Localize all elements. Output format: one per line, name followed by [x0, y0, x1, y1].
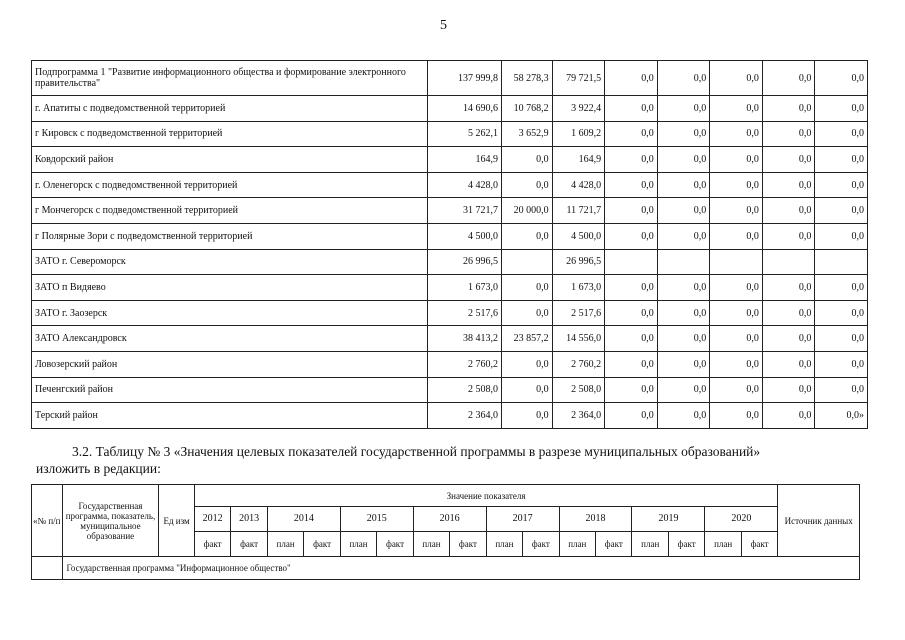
year-header: 2017 [486, 507, 559, 532]
value-cell: 31 721,7 [428, 198, 502, 224]
value-cell: 0,0 [762, 403, 815, 429]
value-cell: 0,0 [657, 351, 710, 377]
value-cell: 0,0 [762, 223, 815, 249]
table-row [32, 61, 868, 96]
value-cell: 14 556,0 [552, 326, 605, 352]
value-cell: 2 760,2 [428, 351, 502, 377]
table-row [32, 351, 868, 377]
value-cell: 0,0 [762, 147, 815, 173]
value-cell: 0,0 [762, 96, 815, 122]
value-cell: 164,9 [552, 147, 605, 173]
value-cell: 0,0 [710, 223, 763, 249]
value-cell: 26 996,5 [428, 249, 502, 275]
row-label: Печенгский район [32, 377, 428, 403]
value-cell: 2 517,6 [552, 300, 605, 326]
table-row [32, 275, 868, 301]
paragraph-line-2: изложить в редакции: [36, 461, 161, 476]
value-cell: 20 000,0 [502, 198, 553, 224]
value-cell: 0,0 [710, 147, 763, 173]
value-cell: 0,0 [502, 275, 553, 301]
value-cell: 2 760,2 [552, 351, 605, 377]
value-cell: 0,0 [657, 403, 710, 429]
value-cell: 0,0 [502, 223, 553, 249]
table-row [32, 300, 868, 326]
value-cell: 3 652,9 [502, 121, 553, 147]
value-cell: 2 364,0 [552, 403, 605, 429]
value-cell: 11 721,7 [552, 198, 605, 224]
row-label: г. Апатиты с подведомственной территорией [32, 96, 428, 122]
subheader-cell: план [340, 532, 376, 557]
value-cell: 0,0 [815, 377, 868, 403]
table-row [32, 96, 868, 122]
value-cell: 0,0 [605, 223, 658, 249]
value-cell [710, 249, 763, 275]
value-cell: 0,0 [605, 300, 658, 326]
value-cell: 0,0 [815, 351, 868, 377]
subheader-cell: факт [741, 532, 777, 557]
value-cell: 0,0 [657, 121, 710, 147]
value-cell: 0,0 [762, 121, 815, 147]
value-cell: 38 413,2 [428, 326, 502, 352]
subheader-cell: факт [304, 532, 340, 557]
value-cell: 0,0 [710, 61, 763, 96]
value-cell: 0,0 [605, 198, 658, 224]
row-label: ЗАТО Александровск [32, 326, 428, 352]
year-header: 2015 [340, 507, 413, 532]
subheader-cell: факт [523, 532, 559, 557]
value-cell: 0,0 [605, 96, 658, 122]
row-label: Ковдорский район [32, 147, 428, 173]
value-cell: 0,0 [710, 121, 763, 147]
subheader-cell: план [632, 532, 668, 557]
value-cell: 0,0» [815, 403, 868, 429]
year-header: 2016 [413, 507, 486, 532]
value-cell: 0,0 [657, 326, 710, 352]
value-cell: 0,0 [762, 351, 815, 377]
funding-table [31, 60, 868, 429]
value-cell: 0,0 [815, 96, 868, 122]
subheader-cell: факт [450, 532, 486, 557]
value-cell: 0,0 [815, 121, 868, 147]
value-cell: 0,0 [710, 172, 763, 198]
value-cell: 0,0 [762, 275, 815, 301]
table-row [32, 403, 868, 429]
program-row-label: Государственная программа "Информационное общество" [62, 557, 860, 580]
row-label: г Полярные Зори с подведомственной территорией [32, 223, 428, 249]
value-cell [502, 249, 553, 275]
value-cell: 1 609,2 [552, 121, 605, 147]
value-cell: 0,0 [605, 351, 658, 377]
value-cell: 0,0 [605, 403, 658, 429]
value-cell: 10 768,2 [502, 96, 553, 122]
table-row [32, 249, 868, 275]
value-cell: 4 428,0 [428, 172, 502, 198]
value-cell: 0,0 [762, 198, 815, 224]
value-cell: 0,0 [605, 275, 658, 301]
value-cell: 164,9 [428, 147, 502, 173]
row-label: Терский район [32, 403, 428, 429]
paragraph-line-1: 3.2. Таблицу № 3 «Значения целевых показателей государственной программы в разрезе муниципальных образований» [72, 444, 761, 459]
value-cell: 0,0 [605, 326, 658, 352]
table-row [32, 172, 868, 198]
row-label: г Кировск с подведомственной территорией [32, 121, 428, 147]
value-cell: 0,0 [710, 403, 763, 429]
subheader-cell: факт [231, 532, 268, 557]
row-label: г Мончегорск с подведомственной территорией [32, 198, 428, 224]
value-cell: 26 996,5 [552, 249, 605, 275]
header-source: Источник данных [778, 485, 860, 557]
value-cell: 0,0 [605, 147, 658, 173]
value-cell: 2 364,0 [428, 403, 502, 429]
row-label: Ловозерский район [32, 351, 428, 377]
value-cell: 0,0 [710, 326, 763, 352]
value-cell: 1 673,0 [428, 275, 502, 301]
value-cell: 4 428,0 [552, 172, 605, 198]
value-cell: 79 721,5 [552, 61, 605, 96]
value-cell: 0,0 [762, 326, 815, 352]
row-label: г. Оленегорск с подведомственной территорией [32, 172, 428, 198]
value-cell: 0,0 [815, 300, 868, 326]
value-cell: 58 278,3 [502, 61, 553, 96]
value-cell: 0,0 [815, 223, 868, 249]
value-cell [762, 249, 815, 275]
header-unit: Ед изм [159, 485, 194, 557]
header-program: Государственная программа, показатель, муниципальное образование [62, 485, 159, 557]
value-cell: 137 999,8 [428, 61, 502, 96]
subheader-cell: план [486, 532, 522, 557]
table-row [32, 121, 868, 147]
year-header: 2014 [267, 507, 340, 532]
value-cell: 0,0 [762, 300, 815, 326]
value-cell: 0,0 [657, 300, 710, 326]
value-cell: 0,0 [710, 275, 763, 301]
table-row [32, 198, 868, 224]
subheader-cell: факт [596, 532, 632, 557]
subheader-cell: план [559, 532, 595, 557]
value-cell: 0,0 [762, 377, 815, 403]
value-cell: 2 517,6 [428, 300, 502, 326]
value-cell: 0,0 [815, 326, 868, 352]
value-cell: 0,0 [605, 61, 658, 96]
value-cell: 0,0 [710, 96, 763, 122]
subheader-cell: факт [194, 532, 231, 557]
row-label: ЗАТО г. Заозерск [32, 300, 428, 326]
value-cell: 0,0 [815, 147, 868, 173]
value-cell: 0,0 [605, 172, 658, 198]
row-label: ЗАТО г. Североморск [32, 249, 428, 275]
table-row [32, 377, 868, 403]
program-row-number [32, 557, 63, 580]
year-header: 2019 [632, 507, 705, 532]
header-number: «№ п/п [32, 485, 63, 557]
year-header: 2013 [231, 507, 268, 532]
value-cell: 0,0 [502, 172, 553, 198]
value-cell: 0,0 [502, 351, 553, 377]
value-cell: 0,0 [657, 377, 710, 403]
value-cell: 0,0 [502, 377, 553, 403]
value-cell: 2 508,0 [428, 377, 502, 403]
subheader-cell: план [267, 532, 303, 557]
value-cell [605, 249, 658, 275]
subheader-cell: факт [668, 532, 704, 557]
value-cell: 0,0 [710, 377, 763, 403]
table-row [32, 223, 868, 249]
value-cell: 1 673,0 [552, 275, 605, 301]
indicators-table [31, 484, 860, 580]
value-cell [815, 249, 868, 275]
value-cell: 0,0 [710, 198, 763, 224]
value-cell: 0,0 [657, 96, 710, 122]
subheader-cell: план [705, 532, 741, 557]
value-cell: 0,0 [502, 300, 553, 326]
value-cell: 4 500,0 [552, 223, 605, 249]
year-header: 2018 [559, 507, 632, 532]
value-cell: 0,0 [815, 275, 868, 301]
value-cell: 0,0 [605, 377, 658, 403]
value-cell: 0,0 [815, 198, 868, 224]
header-value: Значение показателя [194, 485, 778, 507]
value-cell: 0,0 [502, 403, 553, 429]
row-label: ЗАТО п Видяево [32, 275, 428, 301]
amendment-paragraph [36, 443, 876, 477]
value-cell: 3 922,4 [552, 96, 605, 122]
value-cell: 0,0 [657, 172, 710, 198]
year-header: 2020 [705, 507, 778, 532]
year-header: 2012 [194, 507, 231, 532]
value-cell: 14 690,6 [428, 96, 502, 122]
value-cell: 0,0 [605, 121, 658, 147]
page-number: 5 [440, 18, 447, 33]
row-label: Подпрограмма 1 "Развитие информационного общества и формирование электронного правительства" [32, 61, 428, 96]
value-cell: 0,0 [502, 147, 553, 173]
value-cell: 0,0 [657, 61, 710, 96]
value-cell: 2 508,0 [552, 377, 605, 403]
value-cell [657, 249, 710, 275]
table-row [32, 326, 868, 352]
value-cell: 0,0 [762, 172, 815, 198]
value-cell: 0,0 [657, 223, 710, 249]
subheader-cell: план [413, 532, 449, 557]
value-cell: 0,0 [657, 147, 710, 173]
value-cell: 0,0 [762, 61, 815, 96]
value-cell: 0,0 [657, 275, 710, 301]
subheader-cell: факт [377, 532, 413, 557]
value-cell: 0,0 [657, 198, 710, 224]
value-cell: 4 500,0 [428, 223, 502, 249]
value-cell: 0,0 [710, 351, 763, 377]
value-cell: 0,0 [815, 172, 868, 198]
value-cell: 0,0 [710, 300, 763, 326]
table-row [32, 147, 868, 173]
value-cell: 23 857,2 [502, 326, 553, 352]
value-cell: 5 262,1 [428, 121, 502, 147]
value-cell: 0,0 [815, 61, 868, 96]
